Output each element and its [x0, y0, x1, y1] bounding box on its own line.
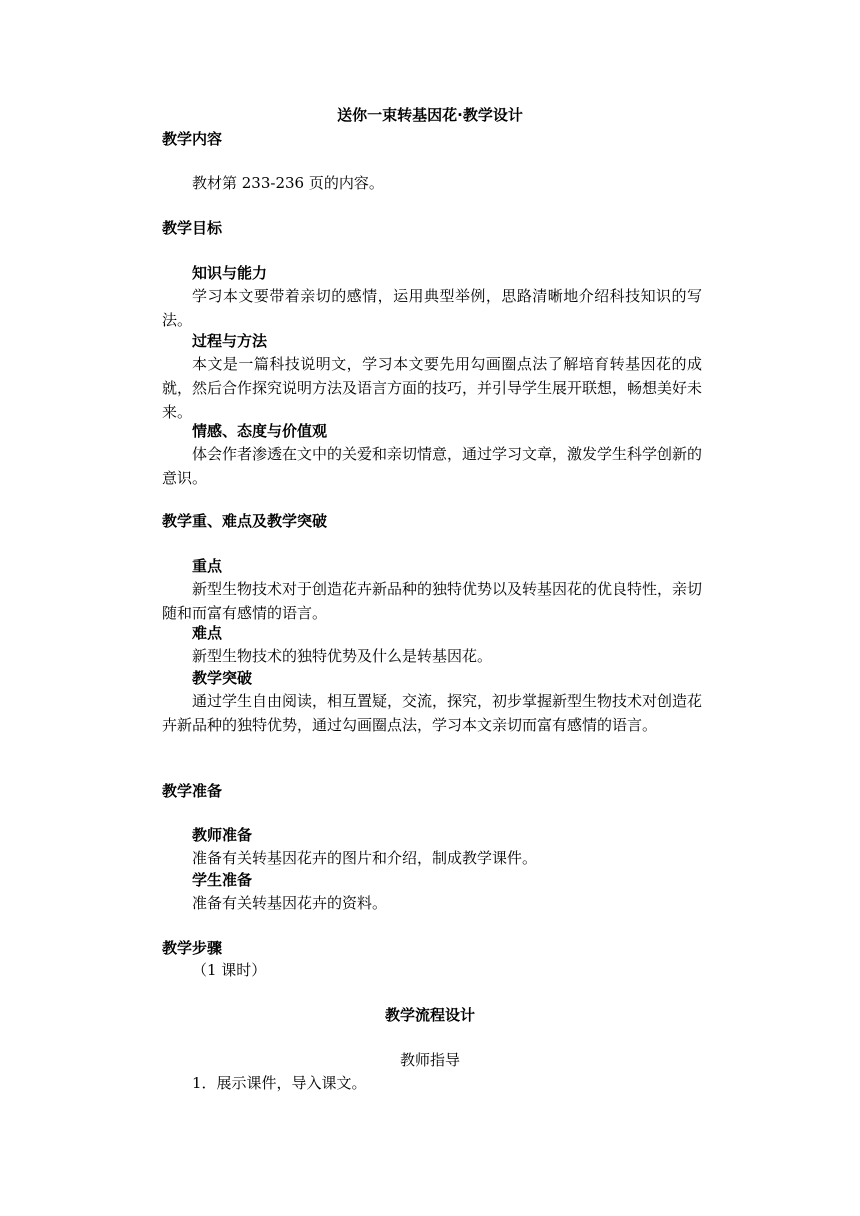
- student-prep-text: 准备有关转基因花卉的资料。: [192, 894, 388, 912]
- subheading-student-prep: 学生准备: [192, 871, 253, 889]
- emotion-text: 体会作者渗透在文中的关爱和亲切情意，通过学习文章，激发学生科学创新的意识。: [162, 445, 703, 487]
- breakthrough-text: 通过学生自由阅读，相互置疑，交流，探究，初步掌握新型生物技术对创造花卉新品种的独特优势，通过勾画圈点法，学习本文亲切而富有感情的语言。: [162, 692, 703, 734]
- subheading-teacher-prep: 教师准备: [192, 826, 253, 844]
- document-title: 送你一束转基因花·教学设计: [337, 106, 523, 124]
- knowledge-text: 学习本文要带着亲切的感情，运用典型举例，思路清晰地介绍科技知识的写法。: [162, 287, 702, 329]
- heading-key-points: 教学重、难点及教学突破: [162, 512, 328, 530]
- difficulty-text: 新型生物技术的独特优势及什么是转基因花。: [192, 647, 493, 665]
- teacher-prep-text: 准备有关转基因花卉的图片和介绍，制成教学课件。: [192, 849, 538, 867]
- heading-flow: 教学流程设计: [384, 1006, 475, 1024]
- subheading-focus: 重点: [192, 557, 223, 575]
- heading-preparation: 教学准备: [162, 782, 223, 800]
- subheading-breakthrough: 教学突破: [192, 669, 253, 687]
- content-text: 教材第 233-236 页的内容。: [192, 174, 384, 192]
- focus-text: 新型生物技术对于创造花卉新品种的独特优势以及转基因花的优良特性，亲切随和而富有感情的语言。: [162, 580, 703, 622]
- subheading-process: 过程与方法: [192, 332, 268, 350]
- subheading-knowledge: 知识与能力: [192, 264, 268, 282]
- steps-period: （1 课时）: [192, 961, 267, 979]
- heading-goals: 教学目标: [162, 219, 223, 237]
- subheading-emotion: 情感、态度与价值观: [192, 422, 328, 440]
- heading-steps: 教学步骤: [162, 939, 223, 957]
- flow-item-1: 1．展示课件，导入课文。: [192, 1074, 367, 1092]
- heading-content: 教学内容: [162, 130, 223, 148]
- process-text: 本文是一篇科技说明文，学习本文要先用勾画圈点法了解培育转基因花的成就，然后合作探究说明方法及语言方面的技巧，并引导学生展开联想，畅想美好未来。: [162, 355, 703, 421]
- subheading-difficulty: 难点: [192, 624, 223, 642]
- flow-subheading: 教师指导: [399, 1051, 460, 1069]
